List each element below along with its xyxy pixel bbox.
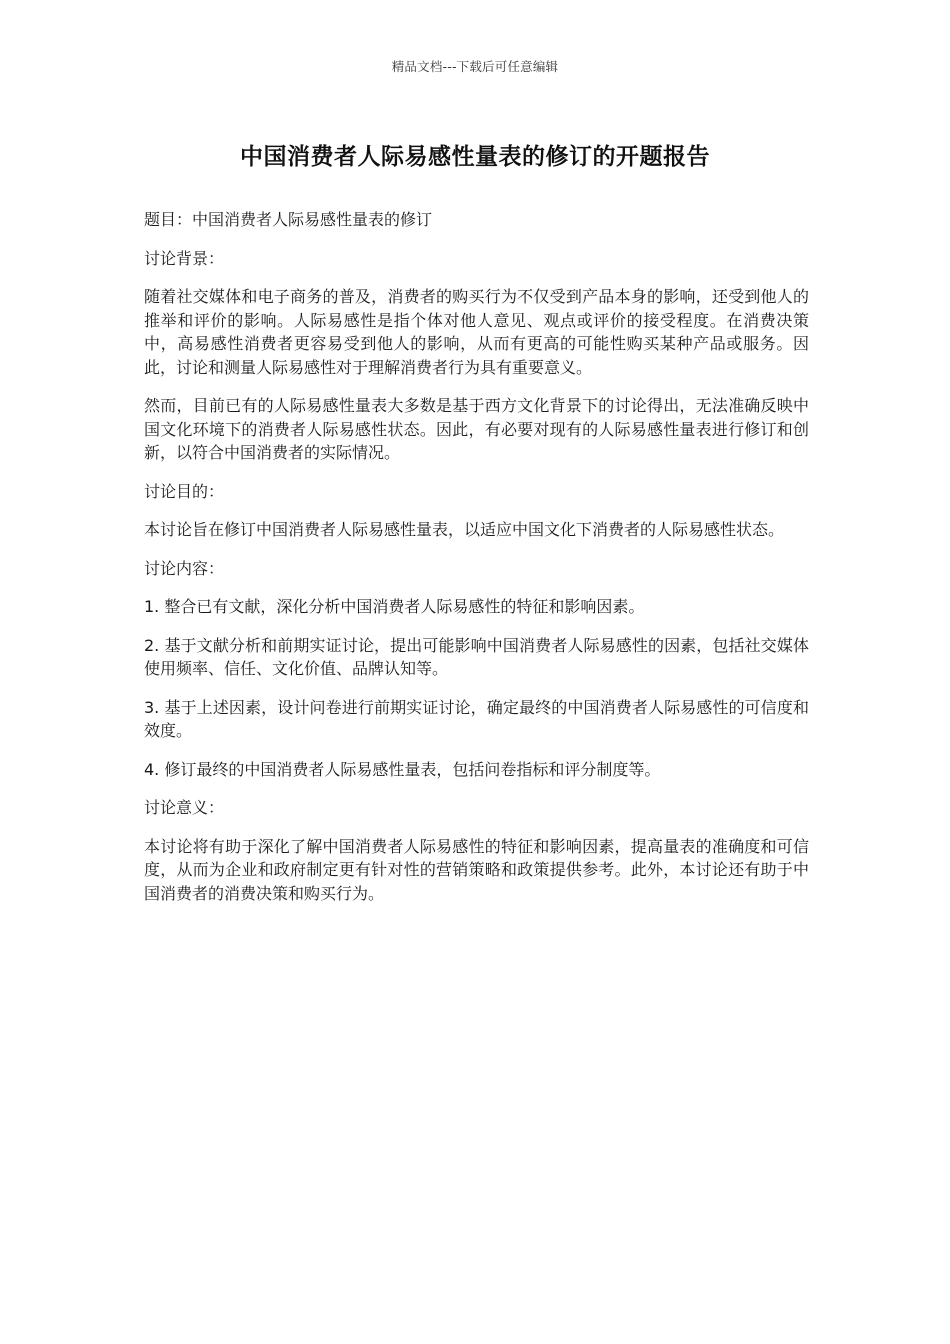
background-paragraph-2: 然而，目前已有的人际易感性量表大多数是基于西方文化背景下的讨论得出，无法准确反映中国文化环境下的消费者人际易感性状态。因此，有必要对现有的人际易感性量表进行修订和创新，以符合中国消费者的实际情况。: [144, 396, 809, 462]
page-header: 精品文档---下载后可任意编辑: [391, 59, 559, 74]
purpose-paragraph: 本讨论旨在修订中国消费者人际易感性量表，以适应中国文化下消费者的人际易感性状态。: [144, 520, 785, 539]
significance-heading: 讨论意义：: [144, 798, 225, 817]
document-body: [144, 208, 809, 920]
content-item-3: 3. 基于上述因素，设计问卷进行前期实证讨论，确定最终的中国消费者人际易感性的可信度和效度。: [144, 697, 809, 740]
content-item-1: 1. 整合已有文献，深化分析中国消费者人际易感性的特征和影响因素。: [144, 597, 645, 616]
content-item-4: 4. 修订最终的中国消费者人际易感性量表，包括问卷指标和评分制度等。: [144, 759, 661, 779]
significance-paragraph: 本讨论将有助于深化了解中国消费者人际易感性的特征和影响因素，提高量表的准确度和可信度，从而为企业和政府制定更有针对性的营销策略和政策提供参考。此外，本讨论还有助于中国消费者的消费决策和购买行为。: [144, 836, 809, 903]
background-heading: 讨论背景：: [144, 248, 225, 268]
content-heading: 讨论内容：: [144, 558, 225, 578]
purpose-heading: 讨论目的：: [144, 481, 225, 501]
background-paragraph-1: 随着社交媒体和电子商务的普及，消费者的购买行为不仅受到产品本身的影响，还受到他人的推举和评价的影响。人际易感性是指个体对他人意见、观点或评价的接受程度。在消费决策中，高易感性消费者更容易受到他人的影响，从而有更高的可能性购买某种产品或服务。因此，讨论和测量人际易感性对于理解消费者行为具有重要意义。: [144, 287, 809, 377]
topic-line: 题目：中国消费者人际易感性量表的修订: [144, 210, 433, 229]
content-item-2: 2. 基于文献分析和前期实证讨论，提出可能影响中国消费者人际易感性的因素，包括社交媒体使用频率、信任、文化价值、品牌认知等。: [144, 635, 809, 678]
document-title: 中国消费者人际易感性量表的修订的开题报告: [240, 144, 710, 170]
